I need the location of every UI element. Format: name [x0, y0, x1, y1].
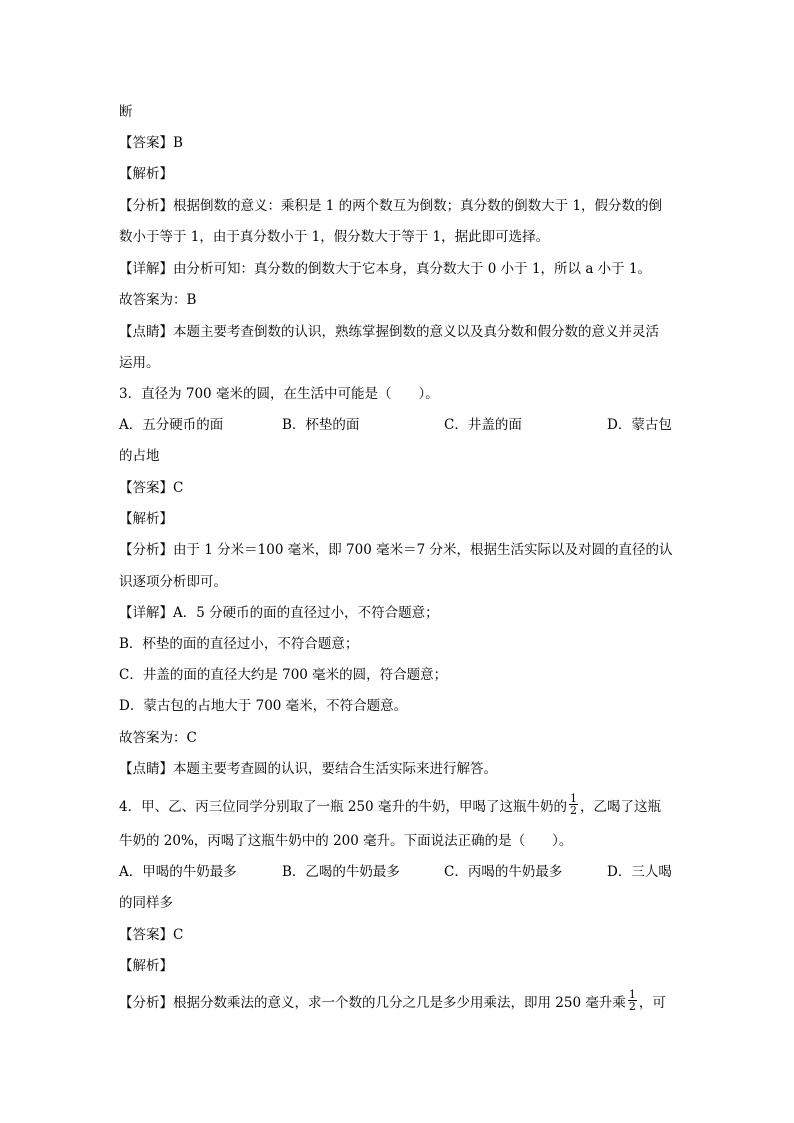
q4-option-b: B．乙喝的牛奶最多 — [282, 864, 400, 880]
text-segment: 4．甲、乙、丙三位同学分别取了一瓶 250 毫升的牛奶，甲喝了这瓶牛奶的 — [119, 799, 567, 815]
text-line: C．井盖的面的直径大约是 700 毫米的圆，符合题意； — [119, 667, 448, 683]
text-line: 的占地 — [119, 448, 160, 464]
text-segment: ，乙喝了这瓶 — [579, 799, 661, 815]
text-line: 识逐项分析即可。 — [119, 574, 227, 590]
text-segment: 【分析】根据分数乘法的意义，求一个数的几分之几是多少用乘法，即用 250 毫升乘 — [119, 995, 626, 1011]
text-line: B．杯垫的面的直径过小，不符合题意； — [119, 636, 359, 652]
q3-option-a: A．五分硬币的面 — [119, 417, 224, 433]
text-line: 的同样多 — [119, 895, 173, 911]
text-line: 运用。 — [119, 355, 160, 371]
q3-option-c: C．井盖的面 — [444, 417, 522, 433]
question-3: 3．直径为 700 毫米的圆，在生活中可能是（ ）。 — [119, 386, 439, 402]
text-line: 【点睛】本题主要考查圆的认识，要结合生活实际来进行解答。 — [119, 761, 497, 777]
text-line: 断 — [119, 104, 133, 120]
q4-option-c: C．丙喝的牛奶最多 — [444, 864, 563, 880]
text-line: 【分析】根据倒数的意义：乘积是 1 的两个数互为倒数；真分数的倒数大于 1，假分数的倒 — [119, 198, 663, 214]
text-line: 牛奶的 20%，丙喝了这瓶牛奶中的 200 毫升。下面说法正确的是（ ）。 — [119, 833, 573, 849]
answer-label: 【答案】C — [119, 927, 184, 943]
text-line: 数小于等于 1，由于真分数小于 1，假分数大于等于 1，据此即可选择。 — [119, 229, 550, 245]
text-line: 【点睛】本题主要考查倒数的认识，熟练掌握倒数的意义以及真分数和假分数的意义并灵活 — [119, 324, 659, 340]
fraction — [628, 989, 637, 1012]
text-line — [119, 988, 666, 1015]
text-line: 【详解】A．5 分硬币的面的直径过小，不符合题意； — [119, 605, 439, 621]
q4-option-a: A．甲喝的牛奶最多 — [119, 864, 237, 880]
q3-option-b: B．杯垫的面 — [282, 417, 360, 433]
q4-option-d: D．三人喝 — [607, 864, 672, 880]
fraction-denominator: 2 — [628, 1000, 636, 1013]
analysis-heading: 【解析】 — [119, 511, 173, 527]
question-4 — [119, 792, 661, 819]
analysis-heading: 【解析】 — [119, 958, 173, 974]
text-line: 【分析】由于 1 分米＝100 毫米，即 700 毫米＝7 分米，根据生活实际以及对圆的直径的认 — [119, 542, 673, 558]
text-segment: ，可 — [638, 995, 666, 1011]
q3-option-d: D．蒙古包 — [607, 417, 672, 433]
analysis-heading: 【解析】 — [119, 166, 173, 182]
text-line: 故答案为：B — [119, 292, 197, 308]
fraction-denominator: 2 — [569, 804, 577, 817]
fraction — [569, 793, 578, 816]
answer-label: 【答案】B — [119, 135, 183, 151]
fraction-numerator: 1 — [569, 792, 577, 805]
fraction-numerator: 1 — [628, 988, 636, 1001]
answer-label: 【答案】C — [119, 480, 184, 496]
text-line: D．蒙古包的占地大于 700 毫米，不符合题意。 — [119, 698, 408, 714]
text-line: 故答案为：C — [119, 730, 197, 746]
text-line: 【详解】由分析可知：真分数的倒数大于它本身，真分数大于 0 小于 1，所以 a 小于 1。 — [119, 261, 652, 277]
